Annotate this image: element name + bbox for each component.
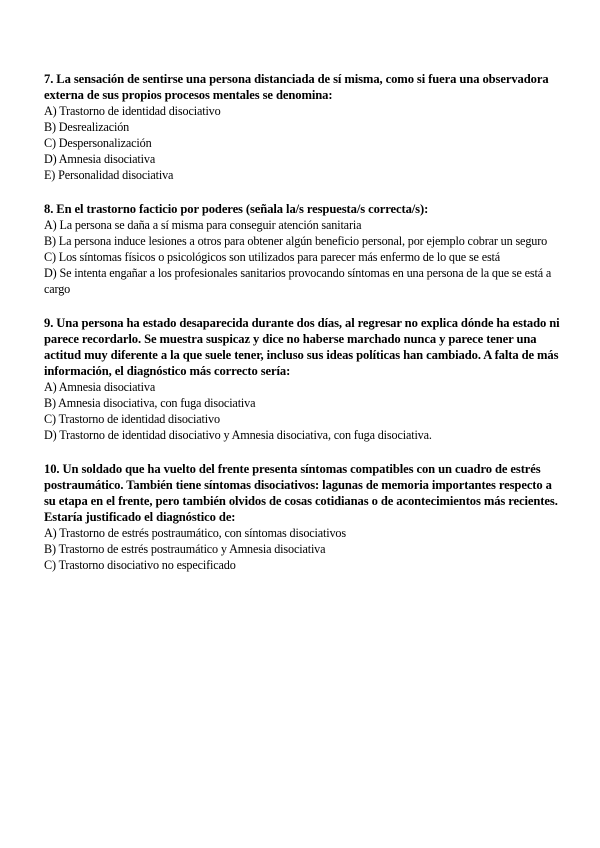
- answer-option: C) Trastorno de identidad disociativo: [44, 412, 220, 426]
- answer-option: A) La persona se daña a sí misma para conseguir atención sanitaria: [44, 218, 362, 232]
- exam-page: [44, 71, 562, 591]
- answer-option: C) Despersonalización: [44, 136, 152, 150]
- question-title: 7. La sensación de sentirse una persona distanciada de sí misma, como si fuera una observadora externa de sus propios procesos mentales se denomina:: [44, 72, 549, 102]
- answer-option: E) Personalidad disociativa: [44, 168, 174, 182]
- answer-option: A) Amnesia disociativa: [44, 380, 156, 394]
- answer-option: A) Trastorno de estrés postraumático, con síntomas disociativos: [44, 526, 346, 540]
- answer-option: D) Amnesia disociativa: [44, 152, 156, 166]
- question-10: [44, 461, 562, 573]
- answer-option: D) Se intenta engañar a los profesionales sanitarios provocando síntomas en una persona de la que se está a cargo: [44, 266, 552, 296]
- answer-option: C) Los síntomas físicos o psicológicos son utilizados para parecer más enfermo de lo que se está: [44, 250, 501, 264]
- question-7: [44, 71, 562, 183]
- question-title: 9. Una persona ha estado desaparecida durante dos días, al regresar no explica dónde ha estado ni parece recordarlo. Se muestra suspicaz y dice no haberse marchado nunca y parece tener una actitud muy diferente a la que suele tener, incluso sus ideas políticas han cambiado. A falta de más información, el diagnóstico más correcto sería:: [44, 316, 560, 378]
- question-title: 8. En el trastorno facticio por poderes (señala la/s respuesta/s correcta/s):: [44, 202, 429, 216]
- question-8: [44, 201, 562, 297]
- answer-option: A) Trastorno de identidad disociativo: [44, 104, 221, 118]
- answer-option: B) Trastorno de estrés postraumático y Amnesia disociativa: [44, 542, 326, 556]
- answer-option: B) Amnesia disociativa, con fuga disociativa: [44, 396, 256, 410]
- question-9: [44, 315, 562, 443]
- answer-option: D) Trastorno de identidad disociativo y Amnesia disociativa, con fuga disociativa.: [44, 428, 432, 442]
- answer-option: C) Trastorno disociativo no especificado: [44, 558, 236, 572]
- answer-option: B) Desrealización: [44, 120, 130, 134]
- question-title: 10. Un soldado que ha vuelto del frente presenta síntomas compatibles con un cuadro de estrés postraumático. También tiene síntomas disociativos: lagunas de memoria importantes respecto a su etapa en el frente, pero también olvidos de cosas cotidianas o de acontecimientos más recientes. Estaría justificado el diagnóstico de:: [44, 462, 558, 524]
- answer-option: B) La persona induce lesiones a otros para obtener algún beneficio personal, por ejemplo cobrar un seguro: [44, 234, 548, 248]
